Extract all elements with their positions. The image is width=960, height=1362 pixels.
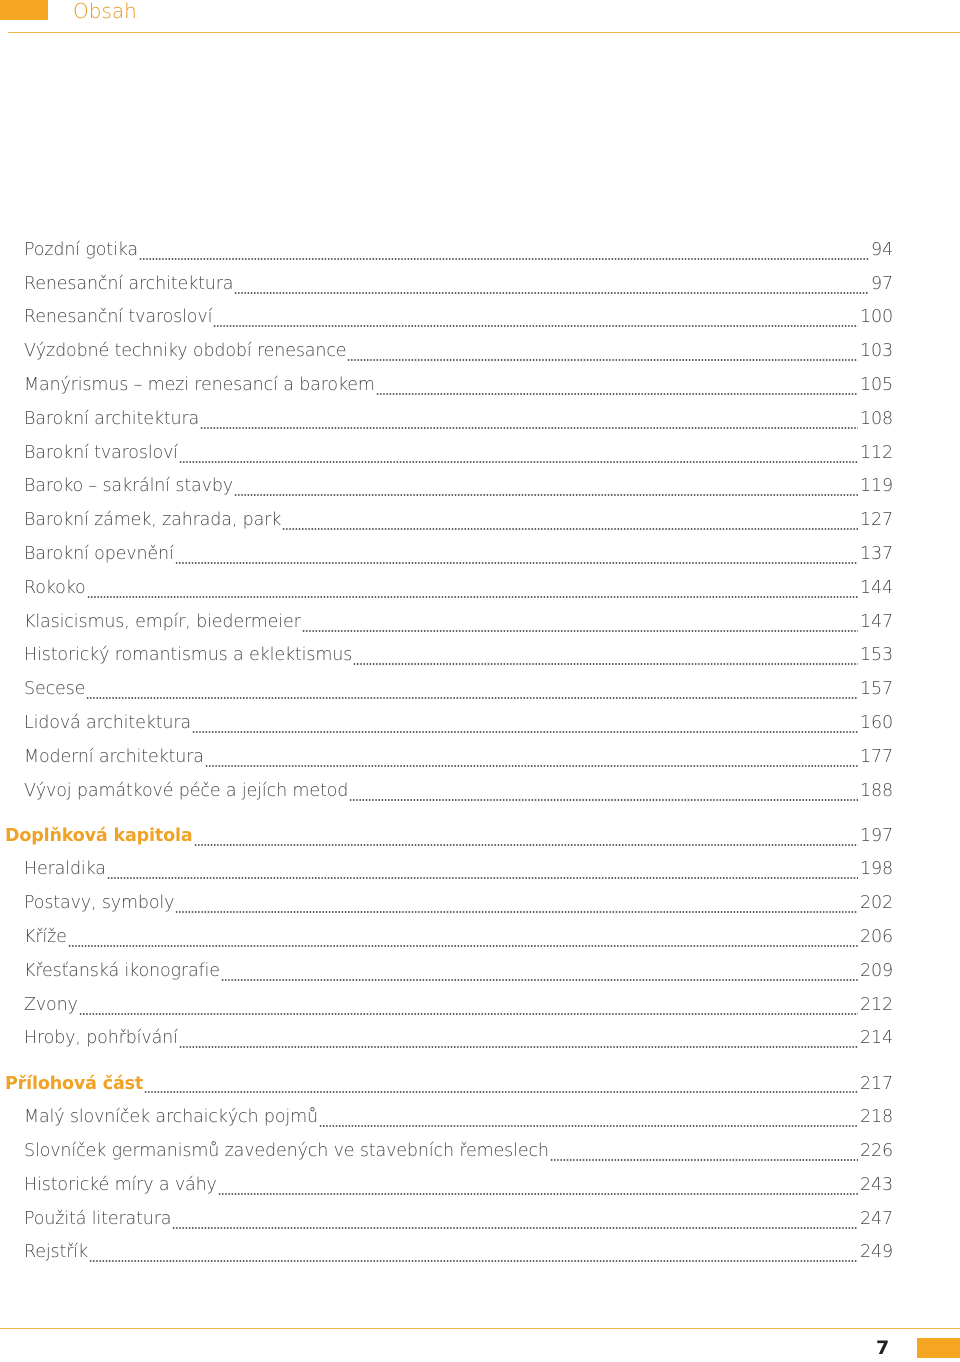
dot-leader [347, 359, 858, 361]
dot-leader [107, 877, 858, 879]
dot-leader [79, 1013, 858, 1015]
toc-entry-page: 206 [860, 927, 893, 948]
toc-entry[interactable] [0, 368, 893, 402]
toc-entry-title: Zvony [24, 994, 78, 1015]
toc-entry-title: Výzdobné techniky období renesance [24, 341, 347, 362]
toc-entry[interactable] [0, 1236, 893, 1270]
dot-leader [213, 325, 858, 327]
toc-entry-title: Doplňková kapitola [5, 826, 193, 847]
toc-entry[interactable] [0, 1202, 893, 1236]
dot-leader [86, 697, 858, 699]
toc-entry[interactable] [0, 886, 893, 920]
toc-entry-page: 160 [860, 713, 893, 734]
dot-leader [68, 945, 858, 947]
toc-entry-title: Historické míry a váhy [24, 1174, 217, 1195]
dot-leader [200, 427, 858, 429]
dot-leader [172, 1227, 858, 1229]
toc-entry-title: Přílohová část [5, 1073, 144, 1094]
header-color-mark [0, 0, 48, 20]
toc-entry-page: 144 [860, 577, 893, 598]
toc-entry[interactable] [0, 920, 893, 954]
toc-entry[interactable] [0, 436, 893, 470]
toc-entry-title: Barokní tvarosloví [24, 442, 179, 463]
dot-leader [144, 1091, 858, 1093]
toc-entry[interactable] [0, 639, 893, 673]
toc-entry[interactable] [0, 740, 893, 774]
dot-leader [319, 1125, 858, 1127]
toc-entry[interactable] [0, 1100, 893, 1134]
toc-entry[interactable] [0, 706, 893, 740]
toc-entry-page: 226 [860, 1141, 893, 1162]
page-title: Obsah [73, 0, 137, 23]
toc-entry[interactable] [0, 267, 893, 301]
toc-entry-title: Rejstřík [24, 1242, 88, 1263]
toc-entry-page: 214 [860, 1028, 893, 1049]
toc-entry[interactable] [0, 954, 893, 988]
toc-entry-page: 198 [860, 859, 893, 880]
toc-chapter-entry[interactable] [0, 1067, 893, 1100]
toc-entry-title: Baroko – sakrální stavby [24, 476, 233, 497]
toc-entry[interactable] [0, 605, 893, 639]
toc-entry-page: 212 [860, 994, 893, 1015]
toc-entry-page: 218 [860, 1107, 893, 1128]
toc-entry-page: 137 [860, 544, 893, 565]
toc-entry-page: 247 [860, 1208, 893, 1229]
toc-entry-page: 94 [871, 239, 893, 260]
toc-entry[interactable] [0, 503, 893, 537]
toc-entry-page: 97 [871, 273, 893, 294]
toc-entry-title: Postavy, symboly [24, 893, 175, 914]
toc-entry-title: Secese [24, 679, 86, 700]
toc-entry-title: Vývoj památkové péče a jejích metod [24, 780, 349, 801]
toc-entry-page: 157 [860, 679, 893, 700]
toc-entry-page: 100 [860, 307, 893, 328]
toc-entry-title: Lidová architektura [24, 713, 191, 734]
toc-entry-page: 105 [860, 375, 893, 396]
dot-leader [87, 596, 858, 598]
toc-chapter-entry[interactable] [0, 820, 893, 853]
dot-leader [302, 630, 858, 632]
toc-entry-title: Manýrismus – mezi renesancí a barokem [24, 375, 375, 396]
toc-entry-page: 119 [860, 476, 893, 497]
toc-entry-title: Pozdní gotika [24, 239, 138, 260]
dot-leader [179, 1046, 858, 1048]
toc-entry-page: 249 [860, 1242, 893, 1263]
dot-leader [234, 292, 869, 294]
dot-leader [89, 1260, 858, 1262]
toc-entry-page: 209 [860, 960, 893, 981]
toc-entry-page: 103 [860, 341, 893, 362]
dot-leader [139, 258, 869, 260]
dot-leader [282, 528, 858, 530]
toc-entry[interactable] [0, 853, 893, 887]
toc-entry-title: Klasicismus, empír, biedermeier [24, 611, 301, 632]
toc-entry-title: Použitá literatura [24, 1208, 172, 1229]
toc-entry-page: 202 [860, 893, 893, 914]
toc-entry-title: Rokoko [24, 577, 86, 598]
toc-entry-page: 217 [860, 1073, 893, 1094]
toc-entry[interactable] [0, 301, 893, 335]
dot-leader [221, 979, 858, 981]
toc-entry[interactable] [0, 334, 893, 368]
toc-entry-title: Heraldika [24, 859, 106, 880]
toc-entry[interactable] [0, 1134, 893, 1168]
dot-leader [349, 799, 858, 801]
table-of-contents [0, 233, 893, 1269]
toc-entry-page: 127 [860, 510, 893, 531]
toc-entry-title: Renesanční tvarosloví [24, 307, 213, 328]
toc-entry[interactable] [0, 571, 893, 605]
dot-leader [376, 393, 858, 395]
page-number: 7 [876, 1337, 890, 1359]
toc-entry[interactable] [0, 672, 893, 706]
toc-entry-page: 112 [860, 442, 893, 463]
toc-entry-page: 243 [860, 1174, 893, 1195]
dot-leader [175, 911, 858, 913]
toc-entry[interactable] [0, 1168, 893, 1202]
toc-entry[interactable] [0, 233, 893, 267]
toc-entry-page: 153 [860, 645, 893, 666]
toc-entry-title: Hroby, pohřbívání [24, 1028, 178, 1049]
header-divider [8, 32, 960, 33]
toc-entry-title: Barokní zámek, zahrada, park [24, 510, 282, 531]
dot-leader [205, 765, 858, 767]
dot-leader [353, 663, 858, 665]
dot-leader [194, 844, 859, 846]
toc-entry[interactable] [0, 537, 893, 571]
toc-entry-page: 188 [860, 780, 893, 801]
toc-entry-page: 177 [860, 746, 893, 767]
toc-entry[interactable] [0, 470, 893, 504]
dot-leader [218, 1193, 858, 1195]
toc-entry-page: 147 [860, 611, 893, 632]
toc-entry[interactable] [0, 1022, 893, 1056]
toc-entry-title: Renesanční architektura [24, 273, 234, 294]
footer-divider [0, 1328, 960, 1329]
dot-leader [179, 461, 858, 463]
toc-entry-title: Malý slovníček archaických pojmů [24, 1107, 318, 1128]
toc-entry-title: Barokní architektura [24, 408, 200, 429]
toc-entry-title: Barokní opevnění [24, 544, 174, 565]
toc-entry-page: 108 [860, 408, 893, 429]
toc-entry-title: Slovníček germanismů zavedených ve stavebních řemeslech [24, 1141, 549, 1162]
toc-entry-title: Historický romantismus a eklektismus [24, 645, 353, 666]
dot-leader [550, 1159, 858, 1161]
toc-entry-title: Moderní architektura [24, 746, 204, 767]
toc-entry[interactable] [0, 774, 893, 808]
toc-entry-title: Křesťanská ikonografie [24, 960, 220, 981]
dot-leader [234, 494, 858, 496]
dot-leader [175, 562, 858, 564]
toc-entry-title: Kříže [24, 927, 67, 948]
toc-entry-page: 197 [860, 826, 893, 847]
footer-color-mark [917, 1338, 960, 1358]
toc-entry[interactable] [0, 402, 893, 436]
dot-leader [192, 731, 858, 733]
toc-entry[interactable] [0, 988, 893, 1022]
